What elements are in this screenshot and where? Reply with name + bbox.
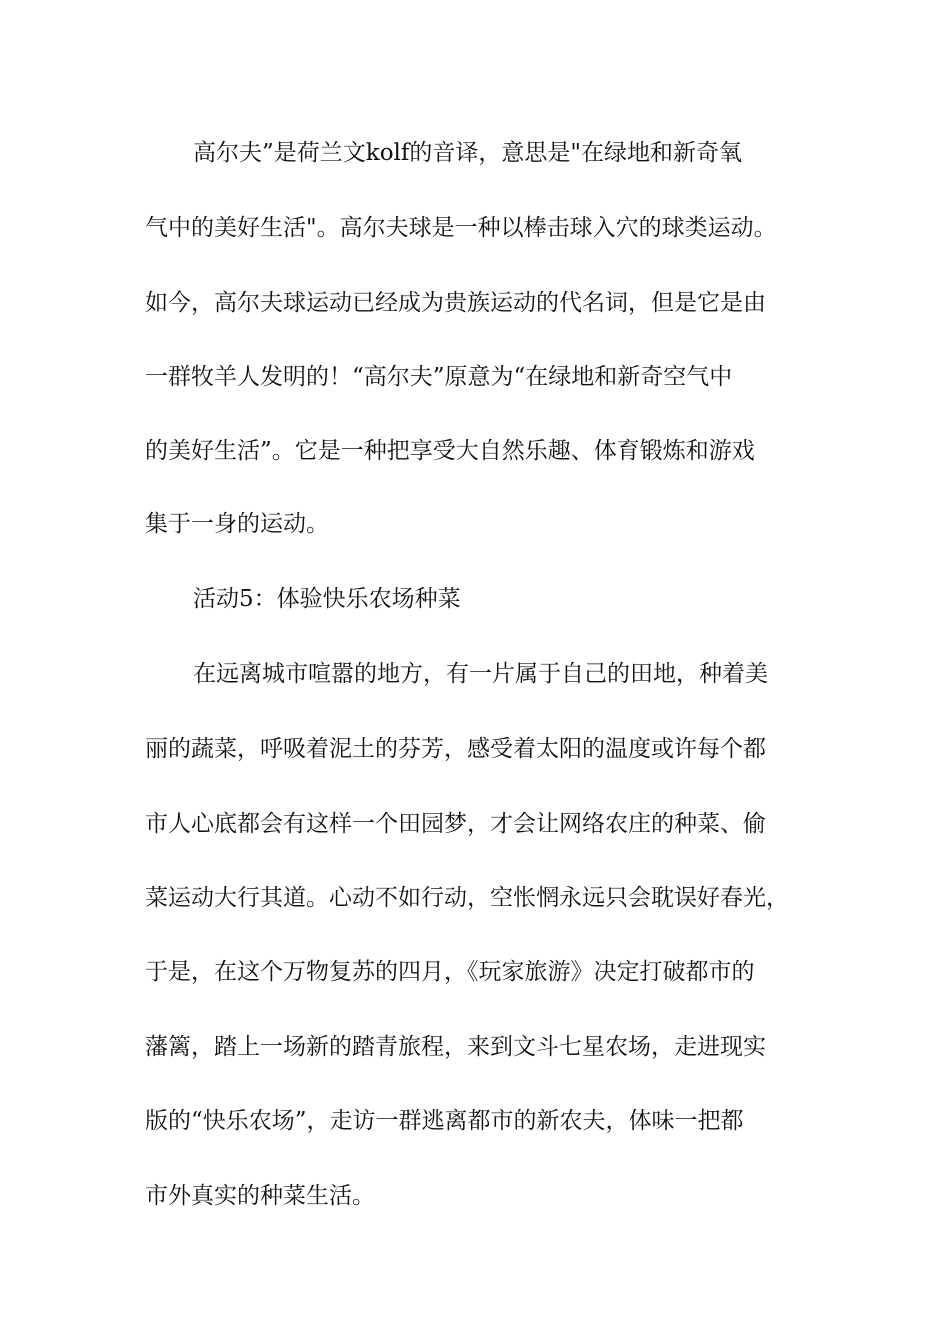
paragraph-1-line-1: 高尔夫”是荷兰文kolf的音译，意思是"在绿地和新奇氧 [193, 140, 742, 166]
paragraph-2-line-6: 藩篱，踏上一场新的踏青旅程，来到文斗七星农场，走进现实 [145, 1034, 766, 1060]
paragraph-2-line-2: 丽的蔬菜，呼吸着泥土的芬芳，感受着太阳的温度或许每个都 [145, 736, 766, 762]
paragraph-2-line-7: 版的“快乐农场”，走访一群逃离都市的新农夫，体味一把都 [145, 1108, 744, 1134]
paragraph-1-line-3: 如今，高尔夫球运动已经成为贵族运动的代名词，但是它是由 [145, 290, 766, 316]
paragraph-2-line-1: 在远离城市喧嚣的地方，有一片属于自己的田地，种着美 [193, 661, 768, 687]
paragraph-2-line-4: 菜运动大行其道。心动不如行动，空怅惘永远只会耽误好春光， [145, 885, 789, 911]
section-heading: 活动5：体验快乐农场种菜 [193, 586, 461, 612]
paragraph-2-line-3: 市人心底都会有这样一个田园梦，才会让网络农庄的种菜、偷 [145, 811, 766, 837]
paragraph-2-line-8: 市外真实的种菜生活。 [145, 1183, 375, 1209]
paragraph-1-line-5: 的美好生活”。它是一种把享受大自然乐趣、体育锻炼和游戏 [145, 438, 755, 464]
paragraph-2-line-5: 于是，在这个万物复苏的四月，《玩家旅游》决定打破都市的 [145, 959, 755, 985]
paragraph-1-line-2: 气中的美好生活"。高尔夫球是一种以棒击球入穴的球类运动。 [145, 215, 777, 241]
paragraph-1-line-6: 集于一身的运动。 [145, 511, 329, 537]
paragraph-1-line-4: 一群牧羊人发明的！“高尔夫”原意为“在绿地和新奇空气中 [145, 364, 733, 390]
